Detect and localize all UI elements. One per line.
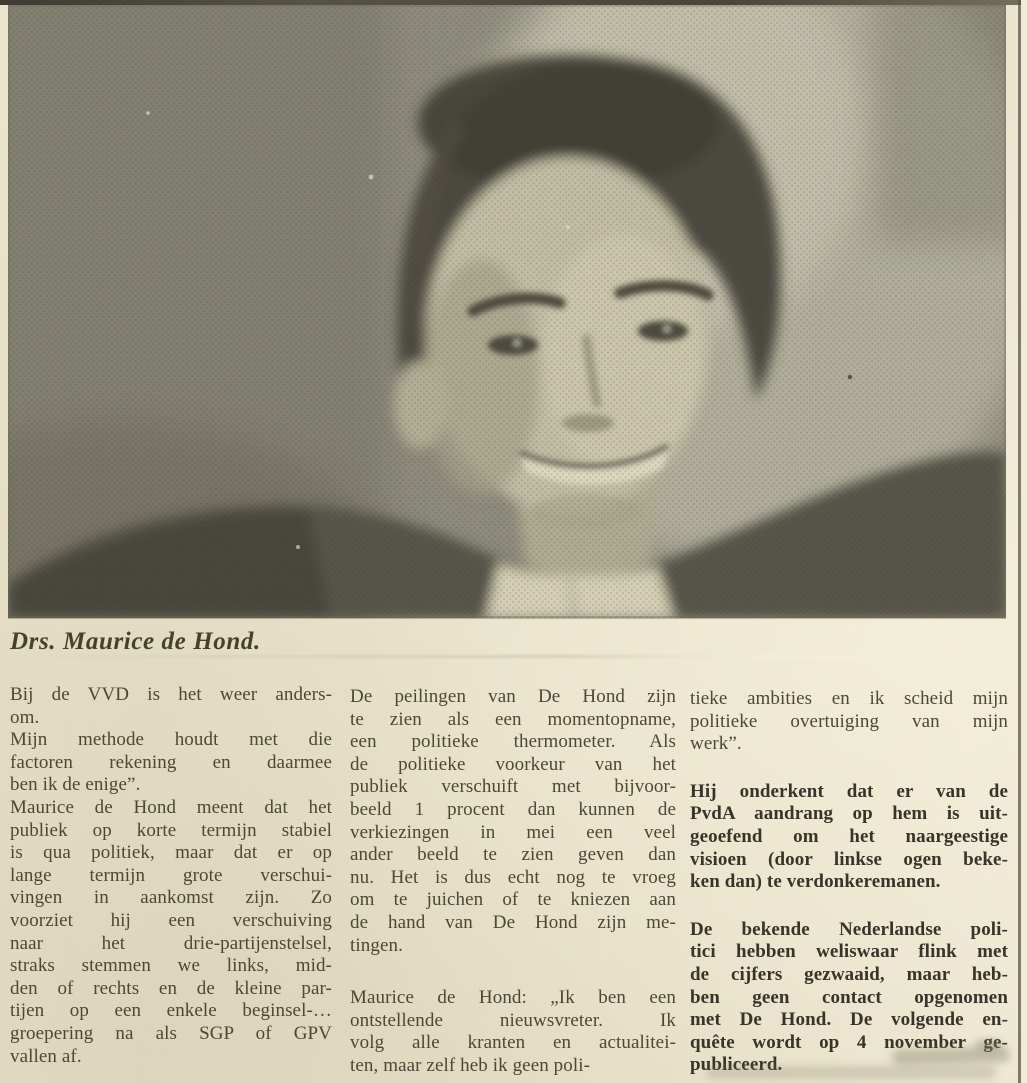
text-line: politieke overtuiging van mijn	[690, 710, 1008, 732]
text-line: de hand van De Hond zijn me-	[350, 911, 676, 933]
portrait-photo-illustration	[8, 5, 1006, 618]
article-column-1	[10, 684, 332, 1068]
text-line: een politieke thermometer. Als	[350, 731, 676, 753]
text-line: ander beeld te zien geven dan	[350, 844, 676, 866]
text-line: beeld 1 procent dan kunnen de	[350, 798, 676, 820]
text-line: publiceerd.	[690, 1054, 783, 1076]
print-showthrough-mark	[706, 1066, 996, 1079]
article-paragraph	[690, 781, 1008, 894]
text-line: om.	[10, 706, 40, 728]
article-paragraph	[350, 987, 676, 1077]
text-line: quête wordt op 4 november ge-	[690, 1031, 1008, 1053]
text-line: voorziet hij een verschuiving	[10, 909, 332, 931]
paper-crease	[0, 655, 1018, 658]
text-line: werk”.	[690, 733, 742, 755]
text-line: PvdA aandrang op hem is uit-	[690, 803, 1008, 825]
text-line: ben geen contact opgenomen	[690, 986, 1008, 1008]
text-line: met De Hond. De volgende en-	[690, 1009, 1008, 1031]
portrait-photo	[8, 5, 1006, 618]
print-showthrough-mark	[975, 1040, 1001, 1050]
text-line: volg alle kranten en actualitei-	[350, 1032, 676, 1054]
text-line: De peilingen van De Hond zijn	[350, 686, 676, 707]
text-line: verkiezingen in mei een veel	[350, 821, 676, 843]
article-paragraph	[10, 797, 332, 1068]
text-line: publiek verschuift met bijvoor-	[350, 776, 676, 798]
text-line: Bij de VVD is het weer anders-	[10, 684, 332, 705]
text-line: straks stemmen we links, mid-	[10, 955, 332, 977]
halftone-overlay	[8, 5, 1006, 618]
article-paragraph	[10, 729, 332, 797]
text-line: publiek op korte termijn stabiel	[10, 819, 332, 841]
text-line: ontstellende nieuwsvreter. Ik	[350, 1009, 676, 1031]
text-line: ben ik de enige”.	[10, 774, 141, 796]
text-line: vallen af.	[10, 1045, 82, 1067]
photo-caption: Drs. Maurice de Hond.	[10, 628, 261, 655]
text-line: geoefend om het naargeestige	[690, 825, 1008, 847]
text-line: de cijfers gezwaaid, maar heb-	[690, 963, 1008, 985]
text-line: om te juichen of te kniezen aan	[350, 889, 676, 911]
article-paragraph	[10, 684, 332, 729]
text-line: vingen in aankomst zijn. Zo	[10, 887, 332, 909]
text-line: Mijn methode houdt met die	[10, 729, 332, 751]
text-line: tingen.	[350, 934, 403, 956]
text-line: tici hebben weliswaar flink met	[690, 941, 1008, 963]
text-line: lange termijn grote verschui-	[10, 864, 332, 886]
text-line: de politieke voorkeur van het	[350, 753, 676, 775]
article-column-3	[690, 688, 1008, 1077]
text-line: groepering na als SGP of GPV	[10, 1022, 332, 1044]
text-line: is qua politiek, maar dat er op	[10, 842, 332, 864]
text-line: nu. Het is dus echt nog te vroeg	[350, 866, 676, 888]
text-line: ten, maar zelf heb ik geen poli-	[350, 1054, 591, 1076]
adjacent-column-paper	[1021, 0, 1027, 1083]
text-line: tijen op een enkele beginsel-…	[10, 1000, 332, 1022]
text-line: De bekende Nederlandse poli-	[690, 918, 1008, 940]
text-line: visioen (door linkse ogen beke-	[690, 848, 1008, 870]
text-line: naar het drie-partijenstelsel,	[10, 932, 332, 954]
text-line: Maurice de Hond meent dat het	[10, 796, 332, 818]
article-paragraph	[350, 686, 676, 957]
text-line: Maurice de Hond: „Ik ben een	[350, 987, 676, 1009]
text-line: ken dan) te verdonkeremanen.	[690, 871, 941, 893]
article-column-2	[350, 686, 676, 1078]
text-line: den of rechts en de kleine par-	[10, 977, 332, 999]
text-line: tieke ambities en ik scheid mijn	[690, 688, 1008, 709]
text-line: Hij onderkent dat er van de	[690, 780, 1008, 802]
text-line: te zien als een momentopname,	[350, 708, 676, 730]
article-paragraph	[690, 688, 1008, 756]
text-line: factoren rekening en daarmee	[10, 751, 332, 773]
